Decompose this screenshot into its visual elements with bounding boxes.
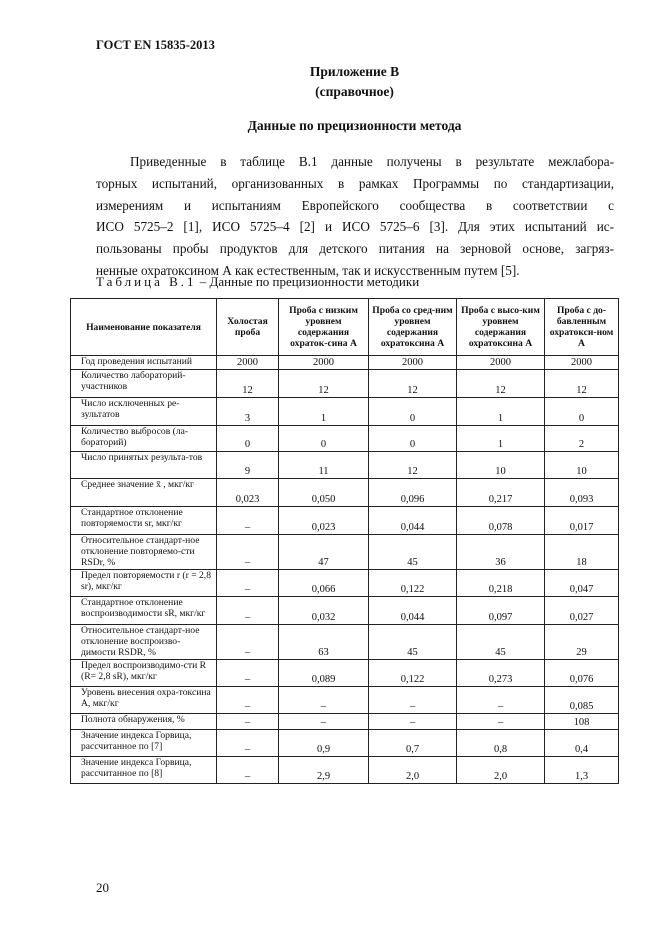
table-cell: 2000 [545, 356, 619, 370]
body-paragraph [96, 151, 614, 282]
table-row [71, 687, 619, 714]
table-caption-text: – Данные по прецизионности методики [196, 274, 420, 289]
table-cell: – [457, 714, 545, 730]
table-cell: 0 [545, 398, 619, 426]
table-cell: 9 [217, 452, 279, 479]
header-blank-sample: Холостая проба [217, 299, 279, 356]
table-cell: 10 [457, 452, 545, 479]
table-cell: – [217, 687, 279, 714]
table-cell: 0,066 [279, 570, 369, 597]
table-cell: 0 [369, 426, 457, 452]
table-cell: 0,4 [545, 730, 619, 757]
table-caption-label: Таблица В.1 [96, 274, 197, 289]
table-cell: – [457, 687, 545, 714]
table-row [71, 625, 619, 660]
table-cell: 0,027 [545, 597, 619, 625]
table-cell: 0 [369, 398, 457, 426]
table-cell: 2 [545, 426, 619, 452]
table-cell: 12 [457, 370, 545, 398]
header-medium-level-sample: Проба со сред-ним уровнем содержания охратоксина А [369, 299, 457, 356]
table-cell: 47 [279, 535, 369, 570]
row-label: Число принятых результа-тов [71, 452, 217, 479]
table-cell: – [217, 625, 279, 660]
paragraph-line: ненные охратоксином А как естественным, так и искусственным путем [5]. [96, 262, 520, 278]
row-label: Год проведения испытаний [71, 356, 217, 370]
table-cell: 0,8 [457, 730, 545, 757]
table-cell: 108 [545, 714, 619, 730]
table-cell: – [217, 714, 279, 730]
table-cell: 0,032 [279, 597, 369, 625]
paragraph-line: пользованы пробы продуктов для детского питания на зерновой основе, загряз- [96, 241, 614, 257]
table-cell: 0 [217, 426, 279, 452]
table-cell: 0,7 [369, 730, 457, 757]
table-cell: 45 [369, 535, 457, 570]
table-cell: 10 [545, 452, 619, 479]
table-cell: 2000 [217, 356, 279, 370]
section-title: Данные по прецизионности метода [247, 118, 462, 133]
table-cell: 0,273 [457, 660, 545, 687]
appendix-subtitle: (справочное) [315, 84, 394, 99]
appendix-title: Приложение В [309, 64, 400, 79]
table-cell: 0,044 [369, 597, 457, 625]
table-cell: 12 [279, 370, 369, 398]
row-label: Полнота обнаружения, % [71, 714, 217, 730]
table-row [71, 452, 619, 479]
table-cell: 0,050 [279, 479, 369, 507]
row-label: Число исключенных ре-зультатов [71, 398, 217, 426]
row-label: Относительное стандарт-ное отклонение повторяемо-сти RSDr, % [71, 535, 217, 570]
table-cell: 45 [369, 625, 457, 660]
header-indicator-name: Наименование показателя [71, 299, 217, 356]
table-cell: 0,093 [545, 479, 619, 507]
table-cell: – [217, 507, 279, 535]
table-cell: 2000 [457, 356, 545, 370]
table-cell: 29 [545, 625, 619, 660]
table-row [71, 660, 619, 687]
table-cell: 45 [457, 625, 545, 660]
table-cell: – [217, 570, 279, 597]
paragraph-line: измерениям и испытаниям Европейского сообщества в соответствии с [96, 197, 614, 213]
table-row [71, 479, 619, 507]
row-label: Количество лабораторий-участников [71, 370, 217, 398]
table-row [71, 370, 619, 398]
table-cell: 0,023 [217, 479, 279, 507]
table-cell: 2000 [369, 356, 457, 370]
row-label: Предел повторяемости r (r = 2,8 sr), мкг/кг [71, 570, 217, 597]
table-row [71, 535, 619, 570]
table-row [71, 757, 619, 784]
table-cell: 2,9 [279, 757, 369, 784]
table-cell: 0,076 [545, 660, 619, 687]
table-row [71, 570, 619, 597]
table-row [71, 398, 619, 426]
row-label: Уровень внесения охра-токсина А, мкг/кг [71, 687, 217, 714]
table-row [71, 426, 619, 452]
table-cell: 0,096 [369, 479, 457, 507]
table-cell: 1 [457, 398, 545, 426]
table-cell: 12 [545, 370, 619, 398]
table-cell: 0,089 [279, 660, 369, 687]
table-cell: 12 [217, 370, 279, 398]
header-low-level-sample: Проба с низким уровнем содержания охраток-сина А [279, 299, 369, 356]
table-cell: 2,0 [369, 757, 457, 784]
page-number: 20 [96, 880, 109, 895]
table-cell: 1 [457, 426, 545, 452]
table-cell: – [369, 687, 457, 714]
paragraph-line: торных испытаний, организованных в рамках Программы по стандартизации, [96, 175, 614, 191]
row-label: Количество выбросов (ла-бораторий) [71, 426, 217, 452]
table-cell: 0,218 [457, 570, 545, 597]
row-label: Значение индекса Горвица, рассчитанное по [7] [71, 730, 217, 757]
table-cell: 1,3 [545, 757, 619, 784]
table-cell: 12 [369, 452, 457, 479]
table-cell: – [279, 687, 369, 714]
header-high-level-sample: Проба с высо-ким уровнем содержания охратоксина А [457, 299, 545, 356]
table-cell: 0,023 [279, 507, 369, 535]
table-cell: 2,0 [457, 757, 545, 784]
table-cell: 0 [279, 426, 369, 452]
table-cell: 0,097 [457, 597, 545, 625]
table-cell: – [279, 714, 369, 730]
precision-data-table [70, 298, 619, 784]
table-cell: – [217, 757, 279, 784]
table-cell: 36 [457, 535, 545, 570]
table-cell: 2000 [279, 356, 369, 370]
table-caption [96, 274, 419, 290]
table-cell: 0,017 [545, 507, 619, 535]
row-label: Относительное стандарт-ное отклонение воспроизво-димости RSDR, % [71, 625, 217, 660]
table-cell: 0,047 [545, 570, 619, 597]
table-cell: 0,085 [545, 687, 619, 714]
table-cell: 0,9 [279, 730, 369, 757]
table-cell: 63 [279, 625, 369, 660]
table-cell: – [217, 597, 279, 625]
table-cell: – [217, 660, 279, 687]
row-label: Значение индекса Горвица, рассчитанное по [8] [71, 757, 217, 784]
row-label: Стандартное отклонение повторяемости sr, мкг/кг [71, 507, 217, 535]
table-row [71, 730, 619, 757]
paragraph-line: Приведенные в таблице В.1 данные получены в результате межлабора- [130, 154, 614, 169]
table-cell: – [217, 730, 279, 757]
table-cell: 18 [545, 535, 619, 570]
table-cell: 0,044 [369, 507, 457, 535]
table-row [71, 507, 619, 535]
table-cell: – [369, 714, 457, 730]
table-cell: 0,122 [369, 660, 457, 687]
row-label: Предел воспроизводимо-сти R (R= 2,8 sR), мкг/кг [71, 660, 217, 687]
table-cell: 3 [217, 398, 279, 426]
row-label: Среднее значение x̄ , мкг/кг [71, 479, 217, 507]
table-cell: 0,122 [369, 570, 457, 597]
table-row [71, 356, 619, 370]
table-cell: 11 [279, 452, 369, 479]
table-row [71, 714, 619, 730]
document-code: ГОСТ EN 15835-2013 [96, 38, 215, 52]
table-cell: 0,217 [457, 479, 545, 507]
header-spiked-sample: Проба с до-бавленным охратокси-ном А [545, 299, 619, 356]
table-cell: 1 [279, 398, 369, 426]
table-cell: 12 [369, 370, 457, 398]
appendix-heading [0, 62, 661, 102]
paragraph-line: ИСО 5725–2 [1], ИСО 5725–4 [2] и ИСО 5725–6 [3]. Для этих испытаний ис- [96, 219, 614, 235]
row-label: Стандартное отклонение воспроизводимости sR, мкг/кг [71, 597, 217, 625]
table-header-row [71, 299, 619, 356]
table-cell: – [217, 535, 279, 570]
table-cell: 0,078 [457, 507, 545, 535]
table-row [71, 597, 619, 625]
